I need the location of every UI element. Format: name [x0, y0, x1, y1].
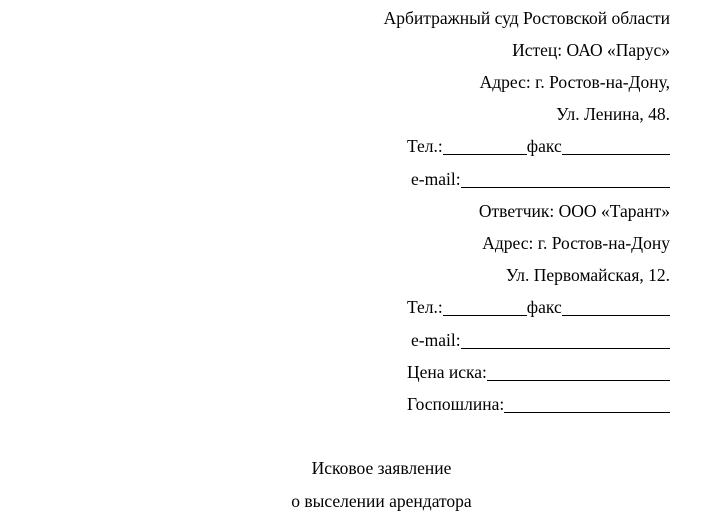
defendant-label: Ответчик: ООО «Тарант» — [478, 201, 670, 221]
plaintiff-phone-blank — [443, 138, 527, 155]
defendant-address-line2: Ул. Первомайская, 12. — [505, 265, 670, 285]
state-duty-label: Госпошлина: — [407, 394, 505, 414]
plaintiff-email-label: e-mail: — [411, 169, 461, 189]
document-title: Исковое заявление — [311, 458, 452, 478]
plaintiff-label: Истец: ОАО «Парус» — [512, 40, 670, 60]
plaintiff-phone-label: Тел.: — [407, 136, 443, 156]
plaintiff-phone-fax-line — [407, 136, 670, 156]
plaintiff-email-line — [407, 169, 670, 189]
state-duty-blank — [504, 396, 670, 413]
claim-price-label: Цена иска: — [407, 362, 487, 382]
claim-price-line — [407, 362, 670, 382]
court-name: Арбитражный суд Ростовской области — [383, 8, 670, 28]
defendant-phone-blank — [443, 299, 527, 316]
defendant-fax-label: факс — [526, 297, 562, 317]
defendant-email-label: e-mail: — [411, 330, 461, 350]
defendant-phone-label: Тел.: — [407, 297, 443, 317]
claim-price-blank — [487, 364, 670, 381]
document-subtitle: о выселении арендатора — [291, 491, 472, 511]
defendant-email-blank — [461, 332, 670, 349]
plaintiff-address-line2: Ул. Ленина, 48. — [556, 104, 670, 124]
defendant-fax-blank — [562, 299, 670, 316]
plaintiff-fax-label: факс — [526, 136, 562, 156]
defendant-address-line1: Адрес: г. Ростов-на-Дону — [482, 233, 670, 253]
plaintiff-address-line1: Адрес: г. Ростов-на-Дону, — [479, 72, 670, 92]
defendant-phone-fax-line — [407, 297, 670, 317]
plaintiff-fax-blank — [562, 138, 670, 155]
state-duty-line — [407, 394, 670, 414]
plaintiff-email-blank — [461, 171, 670, 188]
defendant-email-line — [407, 330, 670, 350]
